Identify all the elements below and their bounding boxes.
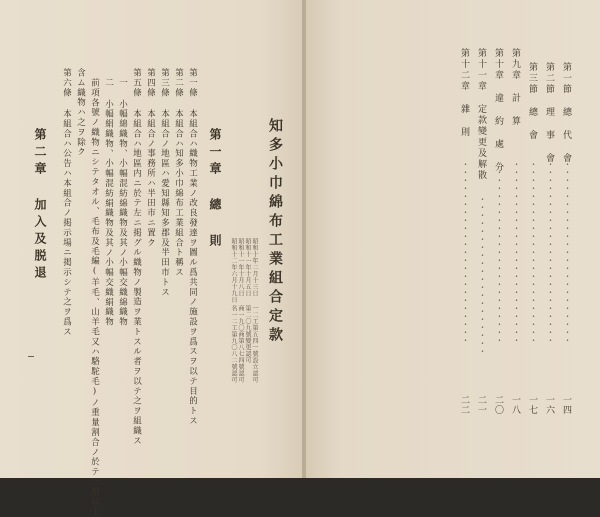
article-text: 第五條 本組合ハ地區内ニ於テ左ニ掲グル織物ノ製造ヲ業トスル者ヲ以テ之ヲ組織ス xyxy=(131,68,142,446)
toc-entry-label: 第二節 理 事 會 xyxy=(544,62,554,164)
toc-leader-dots: ・・・・・・・・・・・・・・・・・・・・ xyxy=(478,195,487,355)
toc-leader-dots: ・・・・・・・・・・・・・・・・・・・・・・・ xyxy=(546,160,555,344)
article-text: 第四條 本組合ノ事務所ハ半田市ニ置ク xyxy=(145,68,156,248)
toc-entry-label: 第十一章 定款變更及解散 xyxy=(476,48,486,181)
toc-entry-label: 第一節 總 代 會 xyxy=(561,62,571,164)
toc-page-number: 一八 xyxy=(510,395,520,415)
approval-date: 昭和十年二月十三日 xyxy=(251,238,258,297)
toc-page-number: 一六 xyxy=(544,395,554,415)
toc-entry-label: 第十二章 雜 則 xyxy=(459,48,469,138)
article-text: 第一條 本組合ハ織物工業ノ改良發達ヲ圖ル爲共同ノ施設ヲ爲スヲ以テ目的トス xyxy=(187,68,198,426)
page-mark xyxy=(28,356,34,357)
right-page xyxy=(306,0,600,478)
toc-entry-label: 第十章 違 約 處 分 xyxy=(493,48,503,173)
approval-date: 昭和十二年六月十九日 xyxy=(230,238,237,303)
approval-note: 名一二工第九〇八二號認可 xyxy=(230,305,237,383)
article-item: 二 小幅絹織物、小幅混紡絹織物及其ノ小幅交織絹織物 xyxy=(103,78,114,327)
toc-page-number: 二二 xyxy=(459,395,469,415)
approval-date: 昭和十一年十月八日 xyxy=(237,238,244,297)
approval-note: 一二工第五四一號設立認可 xyxy=(251,305,258,383)
approval-note: 第二〇九號變更認可 xyxy=(244,305,251,364)
toc-page-number: 一七 xyxy=(527,395,537,415)
article-text: 第三條 本組合ノ地區ハ愛知縣知多郡及半田市トス xyxy=(159,68,170,298)
article-text: 前項各號ノ織物ニシテタオル、毛布及毛編(羊毛、山羊毛又ハ駱駝毛)ノ重量割合ノ於テ一割以上 xyxy=(89,78,100,517)
toc-leader-dots: ・・・・・・・・・・・・・・・・・・・・・・・ xyxy=(512,160,521,344)
document-title: 知多小巾綿布工業組合定款 xyxy=(267,118,283,346)
toc-leader-dots: ・・・・・・・・・・・・・・・・・・・・・・・ xyxy=(529,160,538,344)
toc-leader-dots: ・・・・・・・・・・・・・・・・・・・・・・・ xyxy=(495,160,504,344)
chapter-heading: 第一章 總 則 xyxy=(208,128,222,251)
toc-entry-label: 第九章 計 算 xyxy=(510,48,520,127)
toc-leader-dots: ・・・・・・・・・・・・・・・・・・・・・・・ xyxy=(461,160,470,344)
article-text: 含ム織物ハ之ヲ除ク xyxy=(75,68,86,158)
toc-page-number: 二一 xyxy=(476,395,486,415)
article-text: 第二條 本組合ハ知多小巾綿布工業組合ト稱ス xyxy=(173,68,184,278)
toc-page-number: 一四 xyxy=(561,395,571,415)
toc-page-number: 二〇 xyxy=(493,395,503,415)
toc-leader-dots: ・・・・・・・・・・・・・・・・・・・・・・・ xyxy=(563,160,572,344)
approval-date: 昭和十一年十月五日 xyxy=(244,238,251,297)
toc-entry-label: 第三節 總 會 xyxy=(527,62,537,141)
article-text: 第六條 本組合ハ公告ハ本組合ノ掲示場ニ掲示シテ之ヲ爲ス xyxy=(61,68,72,337)
chapter-heading: 第二章 加入及脱退 xyxy=(33,128,47,283)
approval-note: 商一九〇商第八七四號認可 xyxy=(237,305,244,383)
article-item: 一 小幅綿織物、小幅混紡綿織物及其ノ小幅交織綿織物 xyxy=(117,78,128,327)
